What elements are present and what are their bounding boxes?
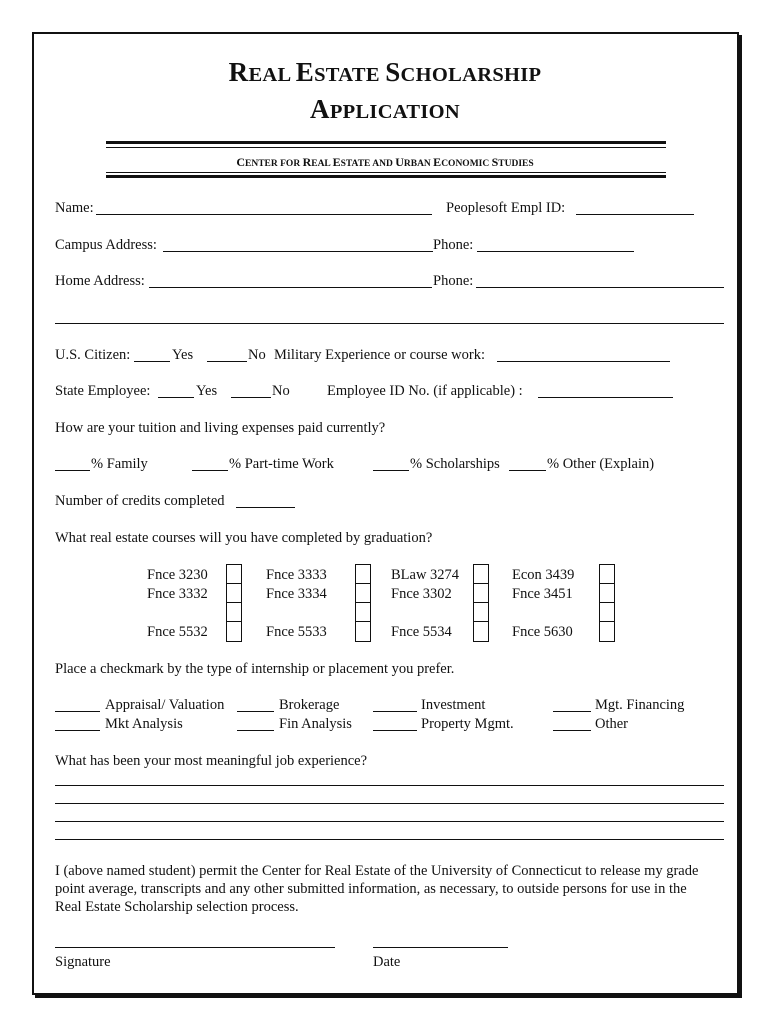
mgt-financing-label: Mgt. Financing <box>595 697 685 713</box>
brokerage-label: Brokerage <box>279 697 340 713</box>
form-title-line1: REAL ESTATE SCHOLARSHIP <box>228 57 542 87</box>
course-checkbox-column-1[interactable] <box>226 564 242 642</box>
investment-label: Investment <box>421 697 486 713</box>
employee-id-field[interactable] <box>538 397 673 398</box>
internship-question: Place a checkmark by the type of internship or placement you prefer. <box>55 661 455 677</box>
date-field[interactable] <box>373 947 508 948</box>
name-label: Name: <box>55 200 94 216</box>
courses-question: What real estate courses will you have completed by graduation? <box>55 530 433 546</box>
course-blaw-3274: BLaw 3274 <box>391 567 460 583</box>
course-fnce-3334: Fnce 3334 <box>266 586 327 602</box>
home-phone-label: Phone: <box>433 273 474 289</box>
job-question: What has been your most meaningful job experience? <box>55 753 368 769</box>
form-title-line2: APPLICATION <box>310 94 460 124</box>
other-label: % Other (Explain) <box>547 456 655 472</box>
mkt-analysis-label: Mkt Analysis <box>105 716 183 732</box>
parttime-percent-blank[interactable] <box>192 470 228 471</box>
course-fnce-3451: Fnce 3451 <box>512 586 573 602</box>
state-employee-no-label: No <box>272 383 290 399</box>
employee-id-label: Employee ID No. (if applicable) : <box>327 383 523 399</box>
job-answer-line-2[interactable] <box>55 803 724 804</box>
state-employee-yes-blank[interactable] <box>158 397 194 398</box>
brokerage-blank[interactable] <box>237 711 274 712</box>
fin-analysis-blank[interactable] <box>237 730 274 731</box>
credits-field[interactable] <box>236 507 295 508</box>
date-label: Date <box>373 954 401 970</box>
appraisal-blank[interactable] <box>55 711 100 712</box>
scholarships-percent-blank[interactable] <box>373 470 409 471</box>
property-mgmt-blank[interactable] <box>373 730 417 731</box>
permission-line-3: Real Estate Scholarship selection process. <box>55 899 299 915</box>
tuition-question: How are your tuition and living expenses paid currently? <box>55 420 386 436</box>
scholarships-label: % Scholarships <box>410 456 500 472</box>
appraisal-label: Appraisal/ Valuation <box>105 697 225 713</box>
permission-line-2: point average, transcripts and any other submitted information, as necessary, to outside persons for use in the <box>55 881 687 897</box>
military-field[interactable] <box>497 361 670 362</box>
other-percent-blank[interactable] <box>509 470 546 471</box>
us-citizen-no-label: No <box>248 347 266 363</box>
parttime-label: % Part-time Work <box>229 456 334 472</box>
campus-phone-field[interactable] <box>477 251 634 252</box>
state-employee-label: State Employee: <box>55 383 151 399</box>
us-citizen-yes-label: Yes <box>172 347 194 363</box>
header-rule-bottom-thick <box>106 175 666 178</box>
header-rule-bottom-thin <box>106 172 666 173</box>
course-fnce-5533: Fnce 5533 <box>266 624 327 640</box>
course-checkbox-column-4[interactable] <box>599 564 615 642</box>
course-fnce-5534: Fnce 5534 <box>391 624 452 640</box>
course-fnce-5630: Fnce 5630 <box>512 624 573 640</box>
campus-address-label: Campus Address: <box>55 237 157 253</box>
mkt-analysis-blank[interactable] <box>55 730 100 731</box>
job-answer-line-4[interactable] <box>55 839 724 840</box>
other-internship-label: Other <box>595 716 629 732</box>
header-rule-top-thin <box>106 147 666 148</box>
course-fnce-3302: Fnce 3302 <box>391 586 452 602</box>
home-address-label: Home Address: <box>55 273 145 289</box>
course-checkbox-column-3[interactable] <box>473 564 489 642</box>
property-mgmt-label: Property Mgmt. <box>421 716 514 732</box>
header-rule-top-thick <box>106 141 666 144</box>
state-employee-yes-label: Yes <box>196 383 218 399</box>
campus-address-field[interactable] <box>163 251 433 252</box>
address-continuation-line[interactable] <box>55 323 724 324</box>
investment-blank[interactable] <box>373 711 417 712</box>
family-label: % Family <box>91 456 148 472</box>
course-fnce-3332: Fnce 3332 <box>147 586 208 602</box>
course-econ-3439: Econ 3439 <box>512 567 575 583</box>
other-internship-blank[interactable] <box>553 730 591 731</box>
signature-label: Signature <box>55 954 111 970</box>
course-checkbox-column-2[interactable] <box>355 564 371 642</box>
home-address-field[interactable] <box>149 287 432 288</box>
family-percent-blank[interactable] <box>55 470 90 471</box>
us-citizen-label: U.S. Citizen: <box>55 347 131 363</box>
course-fnce-3333: Fnce 3333 <box>266 567 327 583</box>
mgt-financing-blank[interactable] <box>553 711 591 712</box>
course-fnce-5532: Fnce 5532 <box>147 624 208 640</box>
job-answer-line-1[interactable] <box>55 785 724 786</box>
peoplesoft-label: Peoplesoft Empl ID: <box>446 200 566 216</box>
permission-line-1: I (above named student) permit the Center for Real Estate of the University of Connecticut to release my grade <box>55 863 699 879</box>
fin-analysis-label: Fin Analysis <box>279 716 352 732</box>
state-employee-no-blank[interactable] <box>231 397 271 398</box>
signature-field[interactable] <box>55 947 335 948</box>
peoplesoft-field[interactable] <box>576 214 694 215</box>
credits-label: Number of credits completed <box>55 493 225 509</box>
military-label: Military Experience or course work: <box>274 347 485 363</box>
us-citizen-yes-blank[interactable] <box>134 361 170 362</box>
us-citizen-no-blank[interactable] <box>207 361 247 362</box>
name-field[interactable] <box>96 214 432 215</box>
home-phone-field[interactable] <box>476 287 724 288</box>
center-name: CENTER FOR REAL ESTATE AND URBAN ECONOMIC STUDIES <box>236 155 534 169</box>
course-fnce-3230: Fnce 3230 <box>147 567 208 583</box>
job-answer-line-3[interactable] <box>55 821 724 822</box>
campus-phone-label: Phone: <box>433 237 474 253</box>
